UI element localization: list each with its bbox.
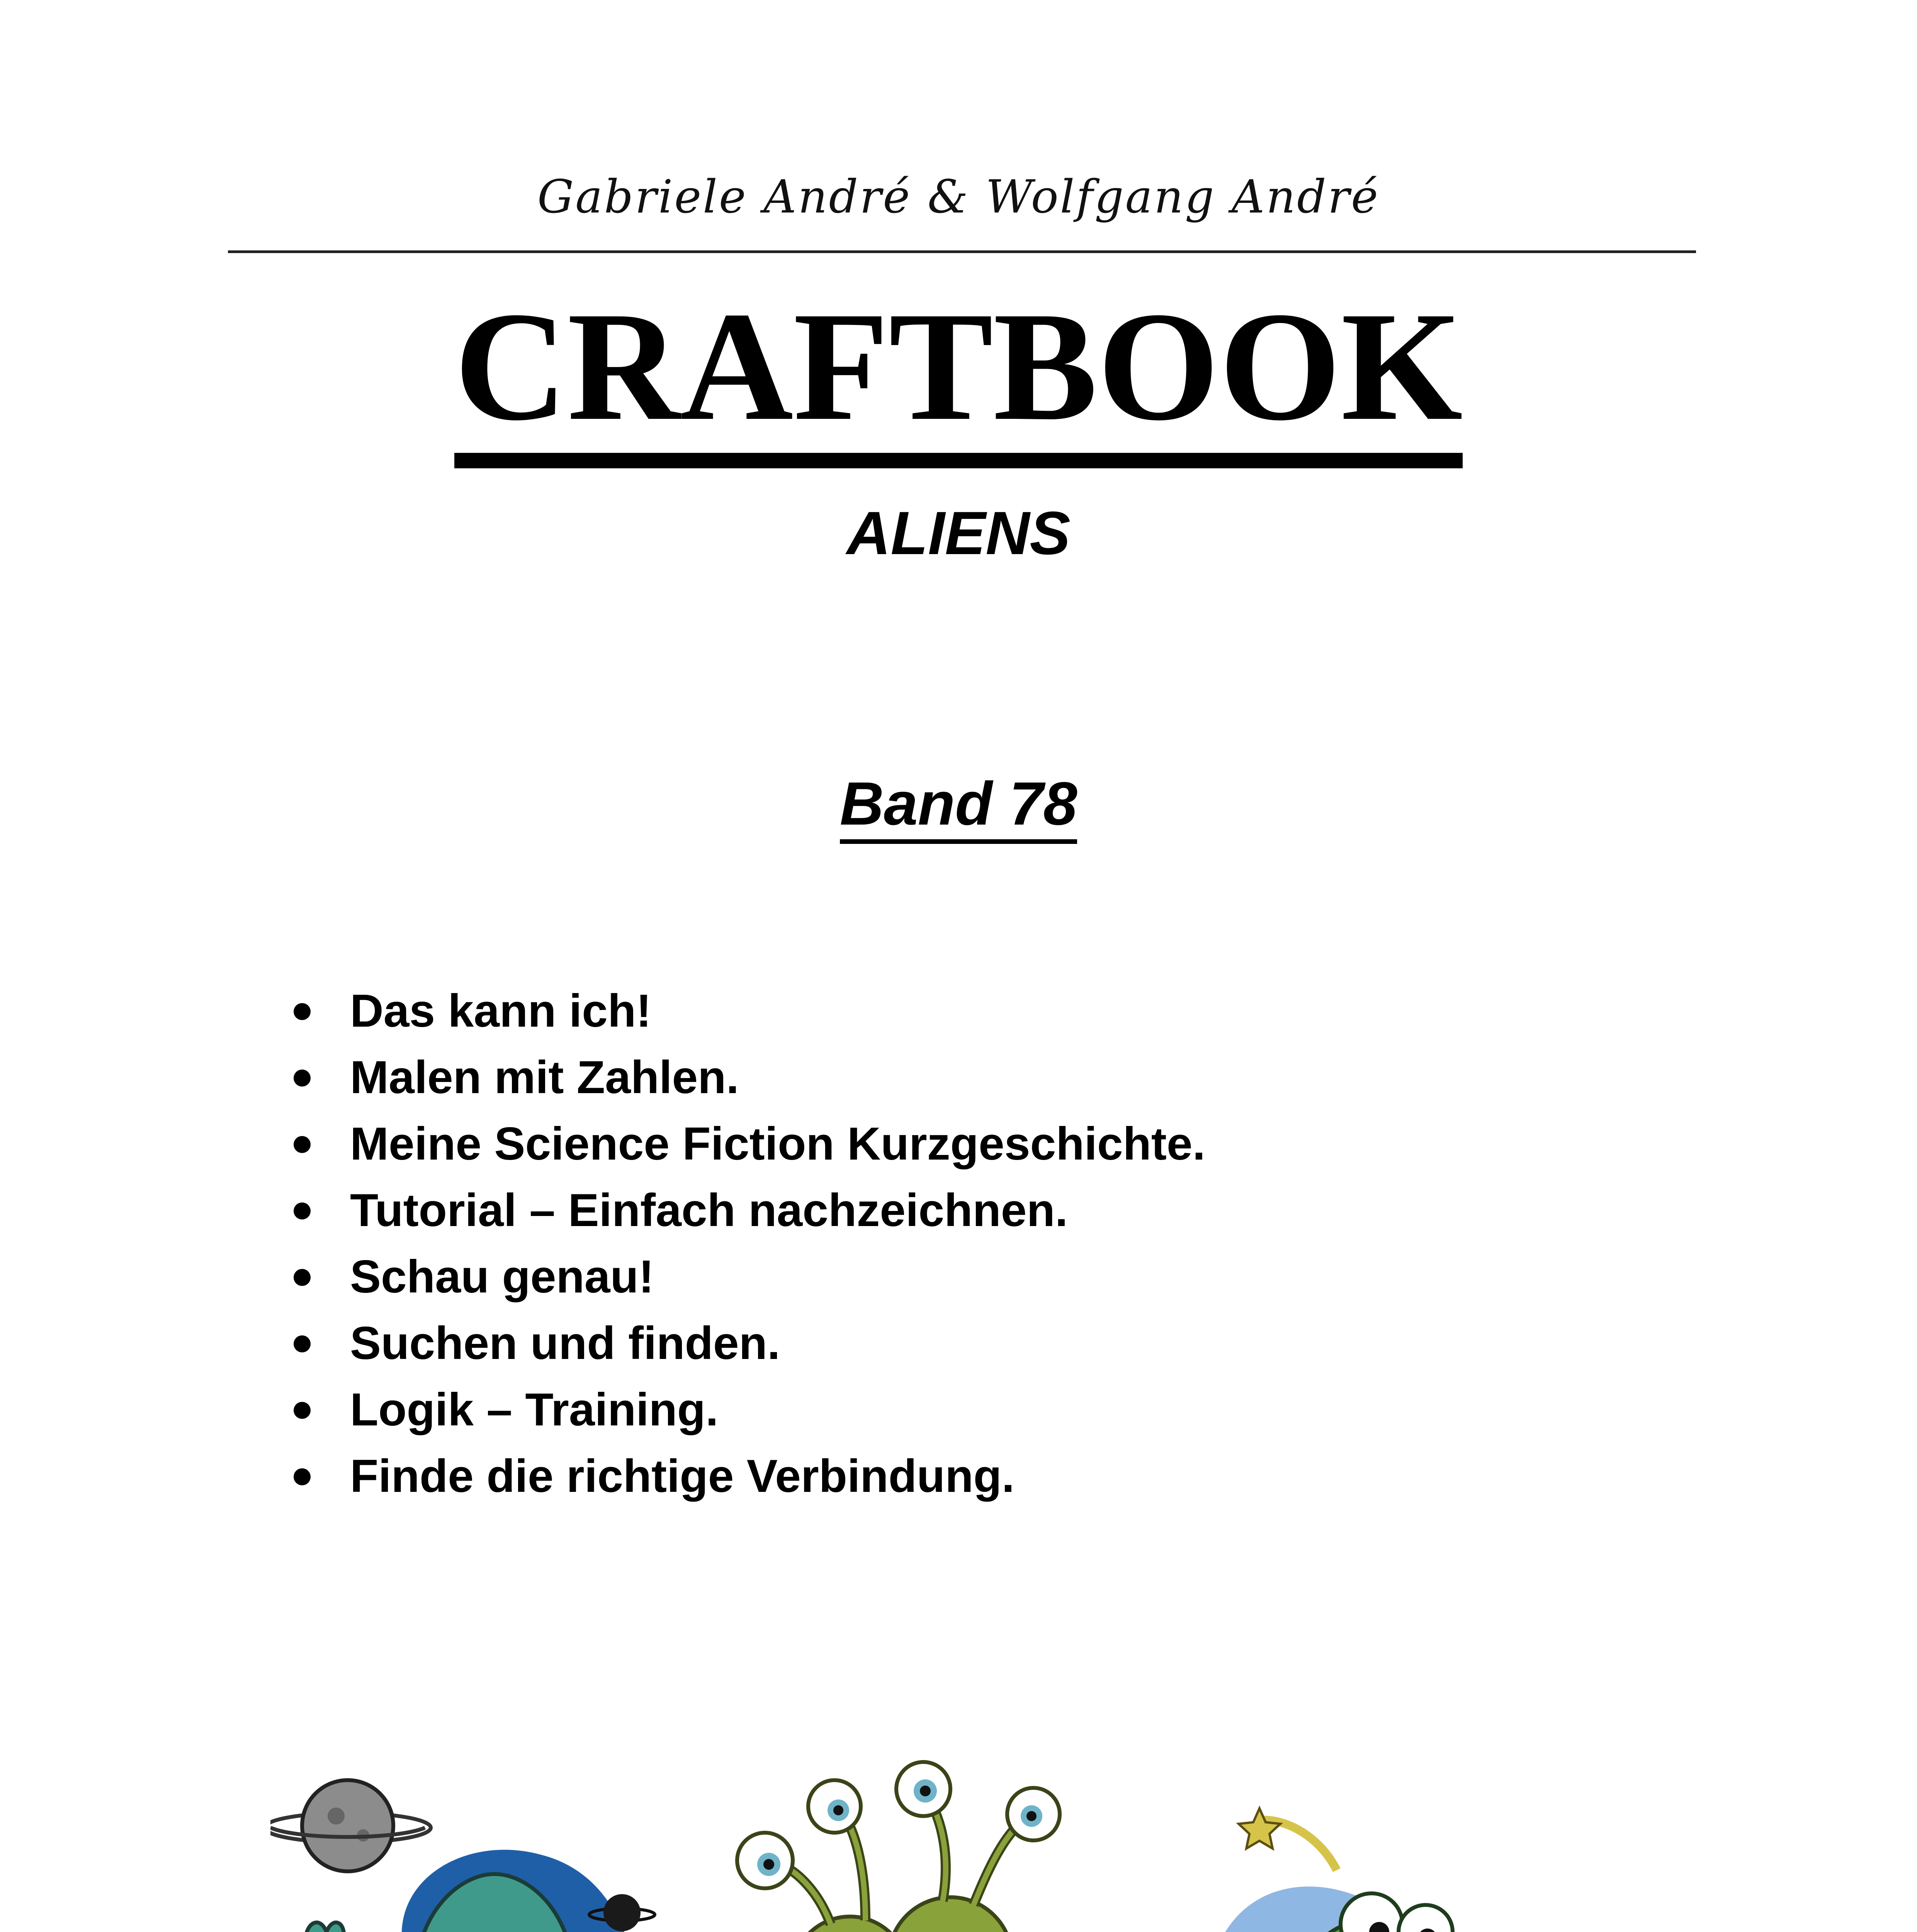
contents-item: Malen mit Zahlen. (294, 1044, 1205, 1111)
contents-item: Logik – Training. (294, 1376, 1205, 1443)
waving-alien (270, 1780, 721, 1932)
contents-item: Meine Science Fiction Kurzgeschichte. (294, 1111, 1205, 1177)
contents-item: Suchen und finden. (294, 1310, 1205, 1376)
walking-alien (1115, 1808, 1524, 1932)
contents-list (294, 978, 1205, 1509)
volume-label-text: Band 78 (840, 770, 1077, 844)
contents-item: Das kann ich! (294, 978, 1205, 1044)
book-title (0, 279, 1917, 468)
header-rule (228, 250, 1696, 253)
book-subtitle: ALIENS (846, 499, 1071, 567)
contents-item: Finde die richtige Verbindung. (294, 1443, 1205, 1509)
aliens-illustration (270, 1758, 1646, 1932)
author-names: Gabriele André & Wolfgang André (537, 170, 1380, 223)
shooting-star (1239, 1808, 1337, 1870)
ringed-planet-grey (270, 1780, 431, 1871)
volume-label (0, 769, 1917, 839)
two-headed-alien (722, 1762, 1060, 1932)
contents-item: Tutorial – Einfach nachzeichnen. (294, 1177, 1205, 1243)
contents-item: Schau genau! (294, 1243, 1205, 1310)
book-title-text: CRAFTBOOK (454, 288, 1463, 468)
waving-hand (289, 1922, 357, 1932)
